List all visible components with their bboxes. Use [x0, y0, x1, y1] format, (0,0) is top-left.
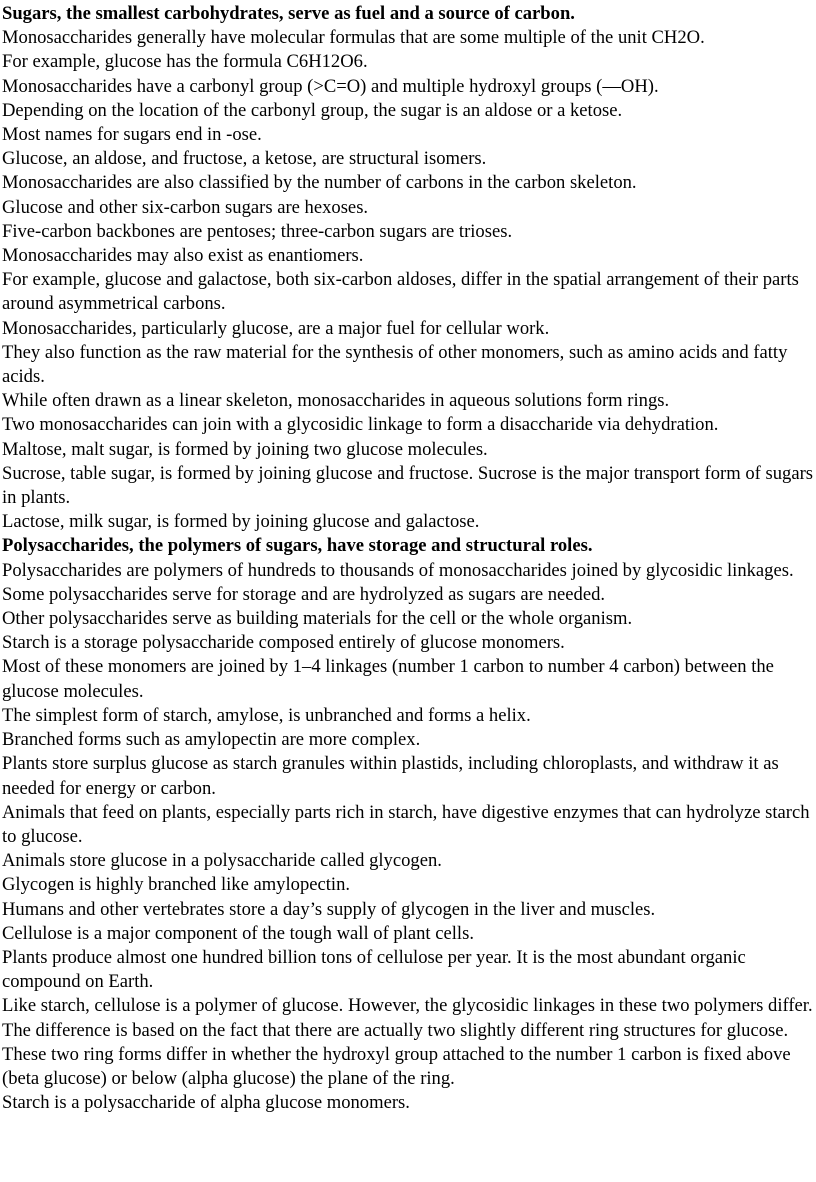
text-line: Glucose, an aldose, and fructose, a ketose, are structural isomers. [2, 148, 487, 170]
text-line: Monosaccharides generally have molecular formulas that are some multiple of the unit CH2O. [2, 27, 705, 49]
text-line: Sucrose, table sugar, is formed by joining glucose and fructose. Sucrose is the major transport form of sugars in plants. [2, 462, 813, 509]
section-heading: Polysaccharides, the polymers of sugars, have storage and structural roles. [2, 535, 593, 557]
text-line: Humans and other vertebrates store a day’s supply of glycogen in the liver and muscles. [2, 898, 656, 920]
text-line: For example, glucose has the formula C6H12O6. [2, 51, 368, 73]
text-line: The simplest form of starch, amylose, is unbranched and forms a helix. [2, 704, 531, 726]
text-line: Some polysaccharides serve for storage and are hydrolyzed as sugars are needed. [2, 583, 606, 605]
text-line: Glycogen is highly branched like amylopectin. [2, 874, 351, 896]
text-line: Animals store glucose in a polysaccharide called glycogen. [2, 850, 442, 872]
text-line: Depending on the location of the carbonyl group, the sugar is an aldose or a ketose. [2, 99, 623, 121]
document-body [2, 2, 814, 1115]
text-line: For example, glucose and galactose, both six-carbon aldoses, differ in the spatial arrangement of their parts around asymmetrical carbons. [2, 269, 799, 315]
text-line: They also function as the raw material for the synthesis of other monomers, such as amino acids and fatty acids. [2, 341, 788, 388]
text-line: Cellulose is a major component of the tough wall of plant cells. [2, 922, 474, 944]
text-line: Starch is a polysaccharide of alpha glucose monomers. [2, 1092, 410, 1114]
text-line: Starch is a storage polysaccharide composed entirely of glucose monomers. [2, 632, 565, 654]
text-line: Most of these monomers are joined by 1–4 linkages (number 1 carbon to number 4 carbon) between the glucose molecules. [2, 656, 774, 702]
text-line: Five-carbon backbones are pentoses; three-carbon sugars are trioses. [2, 220, 513, 242]
text-line: Monosaccharides are also classified by the number of carbons in the carbon skeleton. [2, 172, 637, 194]
text-line: Like starch, cellulose is a polymer of glucose. However, the glycosidic linkages in these two polymers differ. [2, 995, 813, 1017]
text-line: Other polysaccharides serve as building materials for the cell or the whole organism. [2, 608, 633, 630]
text-line: Monosaccharides, particularly glucose, are a major fuel for cellular work. [2, 317, 550, 339]
text-line: While often drawn as a linear skeleton, monosaccharides in aqueous solutions form rings. [2, 390, 670, 412]
text-line: Plants produce almost one hundred billion tons of cellulose per year. It is the most abundant organic compound on Earth. [2, 946, 746, 993]
text-line: Two monosaccharides can join with a glycosidic linkage to form a disaccharide via dehydration. [2, 414, 719, 436]
text-line: Monosaccharides may also exist as enantiomers. [2, 245, 364, 267]
text-line: Maltose, malt sugar, is formed by joining two glucose molecules. [2, 438, 488, 460]
text-line: Monosaccharides have a carbonyl group (>C=O) and multiple hydroxyl groups (—OH). [2, 75, 659, 97]
text-line: The difference is based on the fact that there are actually two slightly different ring structures for glucose. [2, 1019, 789, 1041]
text-line: Branched forms such as amylopectin are more complex. [2, 729, 421, 751]
section-heading: Sugars, the smallest carbohydrates, serve as fuel and a source of carbon. [2, 3, 575, 24]
text-line: Lactose, milk sugar, is formed by joining glucose and galactose. [2, 511, 480, 533]
text-line: Polysaccharides are polymers of hundreds to thousands of monosaccharides joined by glycosidic linkages. [2, 559, 794, 581]
text-line: Animals that feed on plants, especially parts rich in starch, have digestive enzymes that can hydrolyze starch to glucose. [2, 801, 810, 847]
text-line: These two ring forms differ in whether the hydroxyl group attached to the number 1 carbon is fixed above (beta glucose) or below (alpha glucose) the plane of the ring. [2, 1043, 791, 1089]
text-line: Most names for sugars end in -ose. [2, 124, 262, 146]
text-line: Glucose and other six-carbon sugars are hexoses. [2, 196, 369, 218]
text-line: Plants store surplus glucose as starch granules within plastids, including chloroplasts, and withdraw it as needed for energy or carbon. [2, 753, 779, 799]
